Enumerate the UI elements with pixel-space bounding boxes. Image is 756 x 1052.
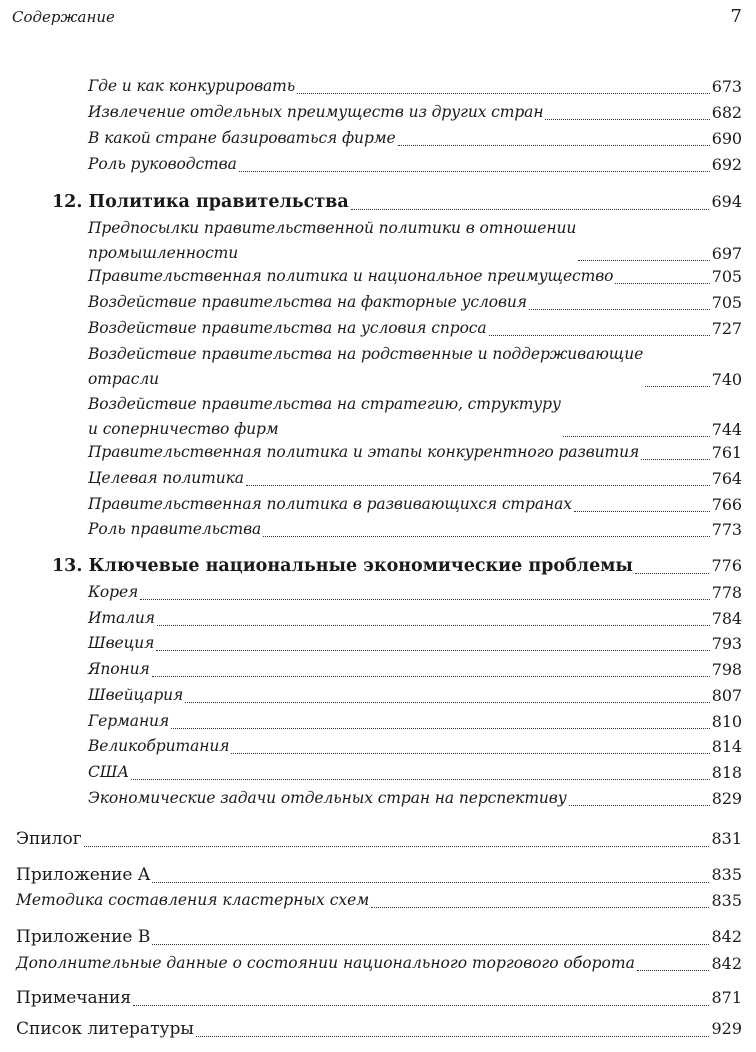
- dot-leader: [615, 283, 709, 284]
- toc-entry[interactable]: [88, 264, 742, 289]
- dot-leader: [641, 459, 710, 460]
- dot-leader: [196, 1036, 710, 1037]
- toc-entry-page: 835: [711, 865, 742, 884]
- dot-leader: [371, 907, 709, 908]
- toc-entry-page: 829: [711, 789, 742, 808]
- toc-entry[interactable]: [88, 74, 742, 99]
- dot-leader: [140, 599, 710, 600]
- dot-leader: [246, 485, 710, 486]
- toc-entry-title: Воздействие правительства на факторные условия: [88, 293, 527, 311]
- toc-entry[interactable]: [88, 316, 742, 341]
- title-line: Воздействие правительства на стратегию, структуру: [88, 395, 561, 413]
- toc-entry[interactable]: [88, 631, 742, 656]
- dot-leader: [351, 209, 710, 210]
- toc-entry-page: 831: [711, 829, 742, 848]
- dot-leader: [263, 536, 710, 537]
- toc-entry-page: 764: [711, 469, 742, 488]
- toc-entry-title: Швейцария: [88, 686, 184, 704]
- toc-entry-title: Германия: [88, 712, 170, 730]
- dot-leader: [156, 650, 709, 651]
- dot-leader: [645, 386, 710, 387]
- toc-entry-title: Правительственная политика и этапы конкурентного развития: [88, 443, 640, 461]
- toc-entry-title: Корея: [88, 583, 139, 601]
- toc-entry-page: 842: [711, 954, 742, 973]
- dot-leader: [545, 119, 709, 120]
- toc-entry-title: Приложение A: [16, 865, 151, 885]
- chapter-page: 694: [711, 192, 742, 211]
- toc-entry-page: 740: [711, 370, 742, 389]
- toc-entry[interactable]: [88, 492, 742, 517]
- toc-entry[interactable]: [88, 152, 742, 177]
- toc-entry[interactable]: [88, 760, 742, 785]
- toc-entry-page: 761: [711, 443, 742, 462]
- dot-leader: [185, 702, 710, 703]
- toc-entry-title: Швеция: [88, 634, 155, 652]
- dot-leader: [563, 436, 710, 437]
- toc-entry-page: 810: [711, 712, 742, 731]
- toc-entry-title: Экономические задачи отдельных стран на перспективу: [88, 789, 567, 807]
- dot-leader: [239, 171, 710, 172]
- toc-entry-title: [88, 342, 643, 392]
- toc-entry-page: 798: [711, 660, 742, 679]
- toc-entry-title: Великобритания: [88, 737, 230, 755]
- toc-chapter-12[interactable]: [52, 189, 742, 215]
- chapter-title: 12. Политика правительства: [52, 192, 349, 212]
- toc-entry-page: 727: [711, 319, 742, 338]
- toc-entry-title: Роль правительства: [88, 520, 262, 538]
- toc-entry[interactable]: [88, 440, 742, 465]
- toc-entry[interactable]: [88, 709, 742, 734]
- toc-entry-page: 818: [711, 763, 742, 782]
- toc-entry-title: Извлечение отдельных преимуществ из других стран: [88, 103, 544, 121]
- dot-leader: [569, 805, 710, 806]
- dot-leader: [152, 676, 710, 677]
- dot-leader: [152, 882, 709, 883]
- toc-entry[interactable]: [88, 126, 742, 151]
- toc-entry-title: США: [88, 763, 129, 781]
- dot-leader: [489, 335, 710, 336]
- toc-entry-title: Список литературы: [16, 1019, 194, 1039]
- toc-entry-page: 871: [711, 988, 742, 1007]
- title-line: Воздействие правительства на родственные и поддерживающие: [88, 345, 644, 363]
- toc-entry-page: 807: [711, 686, 742, 705]
- dot-leader: [157, 625, 710, 626]
- toc-entry-title: Италия: [88, 609, 155, 627]
- toc-entry-page: 778: [711, 583, 742, 602]
- toc-entry-title: Роль руководства: [88, 155, 237, 173]
- toc-appendix-b[interactable]: [16, 924, 742, 950]
- toc-entry-title: Примечания: [16, 988, 132, 1008]
- toc-entry-page: 673: [711, 77, 742, 96]
- chapter-title: 13. Ключевые национальные экономические проблемы: [52, 556, 633, 576]
- toc-entry[interactable]: [16, 888, 742, 913]
- toc-entry-title: Целевая политика: [88, 469, 244, 487]
- page-header: [12, 8, 742, 30]
- title-line: промышленности: [88, 244, 239, 262]
- toc-chapter-13[interactable]: [52, 553, 742, 579]
- toc-entry[interactable]: [88, 466, 742, 491]
- toc-entry-page: 692: [711, 155, 742, 174]
- toc-entry-title: Правительственная политика и национальное преимущество: [88, 267, 614, 285]
- toc-entry-page: 842: [711, 927, 742, 946]
- toc-entry[interactable]: [88, 734, 742, 759]
- toc-entry-page: 697: [711, 244, 742, 263]
- dot-leader: [297, 93, 710, 94]
- toc-appendix-a[interactable]: [16, 862, 742, 888]
- toc-entry-title: Воздействие правительства на условия спроса: [88, 319, 487, 337]
- toc-entry[interactable]: [88, 517, 742, 542]
- toc-entry-title: [88, 216, 576, 266]
- toc-entry[interactable]: [88, 290, 742, 315]
- dot-leader: [152, 944, 709, 945]
- dot-leader: [171, 728, 710, 729]
- toc-entry-page: 766: [711, 495, 742, 514]
- toc-entry[interactable]: [88, 786, 742, 811]
- toc-bibliography[interactable]: [16, 1016, 742, 1042]
- title-line: Предпосылки правительственной политики в отношении: [88, 219, 577, 237]
- dot-leader: [398, 145, 710, 146]
- toc-entry[interactable]: [88, 392, 742, 442]
- dot-leader: [635, 573, 709, 574]
- toc-epilogue[interactable]: [16, 826, 742, 852]
- toc-entry-title: Правительственная политика в развивающихся странах: [88, 495, 572, 513]
- dot-leader: [133, 1005, 709, 1006]
- toc-entry-page: 835: [711, 891, 742, 910]
- toc-entry[interactable]: [88, 216, 742, 266]
- toc-entry-page: 690: [711, 129, 742, 148]
- toc-entry[interactable]: [88, 100, 742, 125]
- toc-entry[interactable]: [88, 683, 742, 708]
- toc-entry[interactable]: [88, 657, 742, 682]
- toc-entry[interactable]: [88, 580, 742, 605]
- toc-entry-title: Япония: [88, 660, 150, 678]
- toc-entry-title: Эпилог: [16, 829, 82, 849]
- toc-entry-title: Приложение B: [16, 927, 151, 947]
- toc-entry-title: Методика составления кластерных схем: [16, 891, 370, 909]
- toc-entry-page: 793: [711, 634, 742, 653]
- chapter-page: 776: [711, 556, 742, 575]
- toc-entry-page: 705: [711, 267, 742, 286]
- toc-entry-page: 773: [711, 520, 742, 539]
- toc-entry-page: 682: [711, 103, 742, 122]
- toc-notes[interactable]: [16, 985, 742, 1011]
- toc-entry-title: Где и как конкурировать: [88, 77, 296, 95]
- toc-entry-title: В какой стране базироваться фирме: [88, 129, 396, 147]
- toc-entry[interactable]: [88, 606, 742, 631]
- toc-entry[interactable]: [16, 951, 742, 976]
- dot-leader: [529, 309, 710, 310]
- toc-entry[interactable]: [88, 342, 742, 392]
- toc-entry-page: 814: [711, 737, 742, 756]
- toc-entry-page: 705: [711, 293, 742, 312]
- toc-entry-page: 784: [711, 609, 742, 628]
- running-head-title: Содержание: [12, 8, 115, 26]
- toc-entry-title: [88, 392, 561, 442]
- page-number: 7: [730, 6, 742, 27]
- title-line: отрасли: [88, 370, 160, 388]
- toc-entry-title: Дополнительные данные о состоянии национального торгового оборота: [16, 954, 635, 972]
- dot-leader: [574, 511, 710, 512]
- toc-entry-page: 929: [711, 1019, 742, 1038]
- dot-leader: [131, 779, 710, 780]
- title-line: и соперничество фирм: [88, 420, 279, 438]
- dot-leader: [231, 753, 709, 754]
- dot-leader: [637, 970, 710, 971]
- dot-leader: [84, 846, 710, 847]
- toc-entry-page: 744: [711, 420, 742, 439]
- dot-leader: [578, 260, 710, 261]
